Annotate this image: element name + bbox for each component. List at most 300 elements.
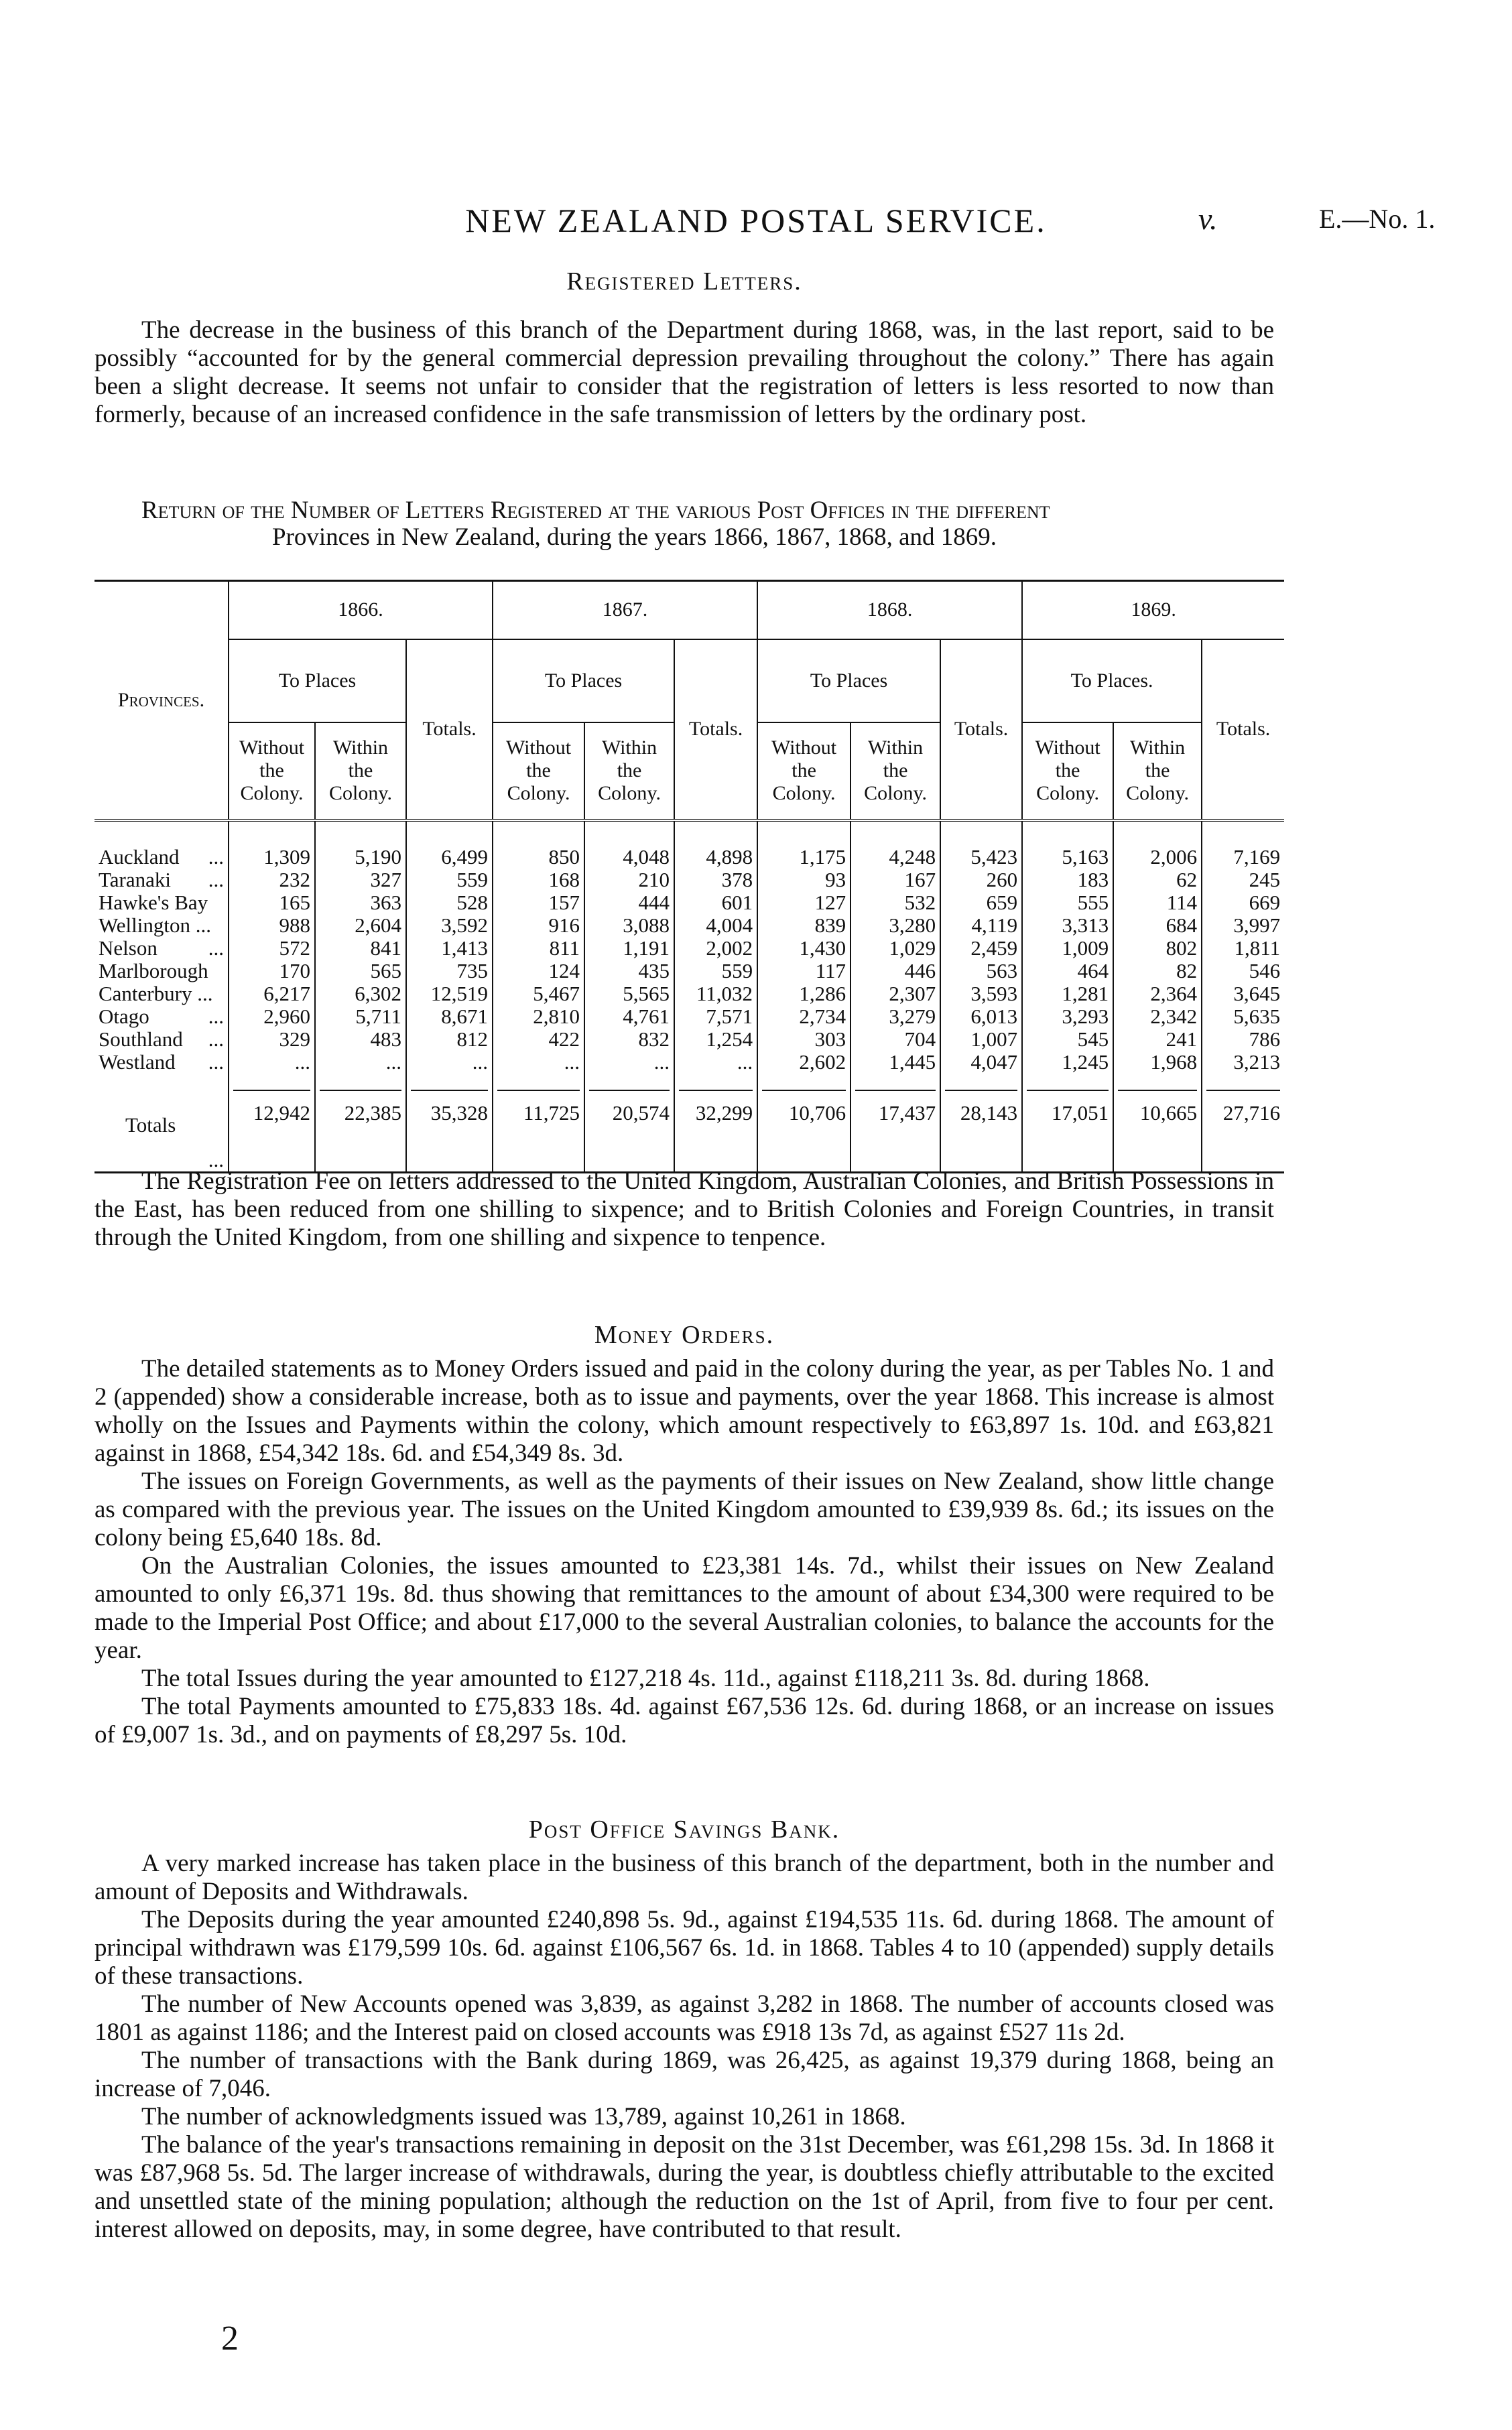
totals-header: Totals. bbox=[674, 639, 757, 820]
cell-value: 303 bbox=[814, 1027, 846, 1051]
cell-value: 8,671 bbox=[441, 1004, 489, 1028]
value-cell bbox=[584, 937, 674, 960]
cell-value: 988 bbox=[279, 913, 310, 937]
cell-value: 5,423 bbox=[970, 844, 1018, 869]
cell-value: 5,565 bbox=[623, 981, 670, 1005]
cell-value: 565 bbox=[370, 958, 401, 982]
value-cell bbox=[674, 982, 757, 1005]
leader-dots: ... bbox=[208, 844, 224, 869]
cell-value: 3,213 bbox=[1233, 1049, 1281, 1074]
paragraph: The Deposits during the year amounted £240,898 5s. 9d., against £194,535 11s. 6d. during 1868. The amount of principal withdrawn was £179,599 10s. 6d. against £106,567 6s. 1d. in 1868. Tables 4 to 10 (appended) supply details of these transactions. bbox=[94, 1906, 1274, 1990]
paragraph: The number of New Accounts opened was 3,839, as against 3,282 in 1868. The number of accounts closed was 1801 as against 1186; and the Interest paid on closed accounts was £918 13s 7d, as against £527 11s 2d. bbox=[94, 1990, 1274, 2046]
value-cell bbox=[674, 846, 757, 869]
cell-value: 811 bbox=[549, 936, 580, 960]
value-cell bbox=[406, 846, 493, 869]
paragraph: The number of transactions with the Bank during 1869, was 26,425, as against 19,379 during 1868, being an increase of 7,046. bbox=[94, 2047, 1274, 2102]
value-cell bbox=[757, 914, 850, 937]
cell-value: 483 bbox=[370, 1027, 401, 1051]
spacer-cell bbox=[1113, 820, 1202, 846]
cell-value: 167 bbox=[904, 867, 936, 891]
value-cell bbox=[229, 1028, 315, 1051]
province-name: Nelson bbox=[99, 936, 158, 960]
value-cell bbox=[493, 1005, 584, 1028]
totals-header: Totals. bbox=[406, 639, 493, 820]
value-cell bbox=[674, 891, 757, 914]
cell-value: 10,706 bbox=[762, 1090, 846, 1125]
cell-value: 684 bbox=[1166, 913, 1198, 937]
money-orders-text bbox=[94, 1355, 1274, 1749]
cell-value: 32,299 bbox=[679, 1090, 753, 1125]
value-cell bbox=[850, 982, 940, 1005]
cell-value: 5,190 bbox=[355, 844, 401, 869]
cell-value: 601 bbox=[721, 890, 753, 914]
value-cell bbox=[493, 1074, 584, 1173]
value-cell bbox=[493, 1051, 584, 1074]
value-cell bbox=[406, 1028, 493, 1051]
value-cell bbox=[1022, 869, 1113, 891]
cell-value: 4,119 bbox=[971, 913, 1018, 937]
value-cell bbox=[940, 914, 1022, 937]
table-row bbox=[94, 960, 1284, 982]
value-cell bbox=[315, 982, 406, 1005]
value-cell bbox=[757, 960, 850, 982]
value-cell bbox=[1202, 891, 1284, 914]
value-cell bbox=[229, 937, 315, 960]
cell-value: 735 bbox=[456, 958, 489, 982]
cell-value: 170 bbox=[279, 958, 310, 982]
paragraph: On the Australian Colonies, the issues amounted to £23,381 14s. 7d., whilst their issues on New Zealand amounted to only £6,371 19s. 8d. thus showing that remittances to the amount of about £34,300 were required to be made to the Imperial Post Office; and about £17,000 to the several Australian colonies, to balance the accounts for the year. bbox=[94, 1552, 1274, 1664]
table-row bbox=[94, 1051, 1284, 1074]
spacer-cell bbox=[850, 820, 940, 846]
value-cell bbox=[674, 869, 757, 891]
table-caption bbox=[94, 497, 1274, 551]
value-cell bbox=[1113, 1005, 1202, 1028]
year-header: 1867. bbox=[493, 581, 757, 639]
province-name: Canterbury ... bbox=[99, 981, 213, 1005]
cell-value: 832 bbox=[638, 1027, 670, 1051]
cell-value: 2,604 bbox=[355, 913, 401, 937]
value-cell bbox=[1202, 937, 1284, 960]
value-cell bbox=[1202, 869, 1284, 891]
value-cell bbox=[315, 846, 406, 869]
cell-value: 1,191 bbox=[623, 936, 670, 960]
province-name: Otago bbox=[99, 1004, 149, 1028]
value-cell bbox=[674, 1051, 757, 1074]
value-cell bbox=[1202, 1028, 1284, 1051]
cell-value: 802 bbox=[1166, 936, 1198, 960]
cell-value: 559 bbox=[456, 867, 489, 891]
value-cell bbox=[674, 960, 757, 982]
table-row bbox=[94, 891, 1284, 914]
without-colony-header: Without the Colony. bbox=[757, 722, 850, 820]
cell-value: 12,942 bbox=[233, 1090, 310, 1125]
table-row bbox=[94, 846, 1284, 869]
value-cell bbox=[1022, 914, 1113, 937]
value-cell bbox=[493, 960, 584, 982]
value-cell bbox=[757, 1074, 850, 1173]
value-cell bbox=[1113, 1028, 1202, 1051]
spacer-cell bbox=[1022, 820, 1113, 846]
value-cell bbox=[584, 1074, 674, 1173]
cell-value: 464 bbox=[1077, 958, 1109, 982]
cell-value: 446 bbox=[904, 958, 936, 982]
savings-bank-text bbox=[94, 1850, 1274, 2244]
cell-value: 4,761 bbox=[623, 1004, 670, 1028]
value-cell bbox=[1113, 869, 1202, 891]
value-cell bbox=[757, 1051, 850, 1074]
cell-value: 7,169 bbox=[1233, 844, 1281, 869]
value-cell bbox=[406, 1074, 493, 1173]
value-cell bbox=[229, 869, 315, 891]
section-heading-savings-bank: Post Office Savings Bank. bbox=[528, 1815, 840, 1844]
value-cell bbox=[584, 914, 674, 937]
year-header: 1866. bbox=[229, 581, 493, 639]
cell-value: 555 bbox=[1077, 890, 1109, 914]
cell-value: 3,645 bbox=[1233, 981, 1281, 1005]
page-number: 2 bbox=[221, 2319, 239, 2358]
value-cell bbox=[584, 846, 674, 869]
cell-value: 4,047 bbox=[970, 1049, 1018, 1074]
cell-value: 1,413 bbox=[441, 936, 489, 960]
cell-value: 2,734 bbox=[799, 1004, 846, 1028]
cell-value: 2,810 bbox=[533, 1004, 580, 1028]
document-reference: E.—No. 1. bbox=[1319, 204, 1436, 234]
cell-value: 2,342 bbox=[1150, 1004, 1198, 1028]
spacer-cell bbox=[1202, 820, 1284, 846]
spacer-cell bbox=[584, 820, 674, 846]
cell-value: 1,254 bbox=[706, 1027, 753, 1051]
section-heading-registered-letters: Registered Letters. bbox=[566, 267, 802, 296]
value-cell bbox=[493, 982, 584, 1005]
cell-value: 532 bbox=[904, 890, 936, 914]
to-places-header: To Places bbox=[493, 639, 674, 722]
value-cell bbox=[850, 960, 940, 982]
value-cell bbox=[940, 982, 1022, 1005]
registered-letters-paragraph bbox=[94, 316, 1274, 429]
table-row bbox=[94, 914, 1284, 937]
cell-value: 528 bbox=[456, 890, 489, 914]
value-cell bbox=[493, 891, 584, 914]
cell-value: 5,467 bbox=[533, 981, 580, 1005]
value-cell bbox=[940, 937, 1022, 960]
value-cell bbox=[1022, 1074, 1113, 1173]
cell-value: 17,051 bbox=[1027, 1090, 1109, 1125]
value-cell bbox=[1202, 914, 1284, 937]
without-colony-header: Without the Colony. bbox=[1022, 722, 1113, 820]
cell-value: 812 bbox=[456, 1027, 489, 1051]
cell-value: 1,029 bbox=[889, 936, 936, 960]
cell-value: 245 bbox=[1249, 867, 1281, 891]
value-cell bbox=[757, 846, 850, 869]
without-colony-header: Without the Colony. bbox=[493, 722, 584, 820]
leader-dots: ... bbox=[208, 867, 224, 891]
paragraph: The total Issues during the year amounted to £127,218 4s. 11d., against £118,211 3s. 8d. during 1868. bbox=[141, 1665, 1150, 1692]
value-cell bbox=[1113, 1074, 1202, 1173]
cell-value: ... bbox=[294, 1049, 310, 1074]
cell-value: 559 bbox=[721, 958, 753, 982]
value-cell bbox=[1022, 982, 1113, 1005]
cell-value: 5,635 bbox=[1233, 1004, 1281, 1028]
value-cell bbox=[850, 891, 940, 914]
cell-value: 3,313 bbox=[1062, 913, 1109, 937]
cell-value: 916 bbox=[548, 913, 580, 937]
value-cell bbox=[406, 1005, 493, 1028]
leader-dots: ... bbox=[208, 1147, 224, 1171]
cell-value: 6,013 bbox=[970, 1004, 1018, 1028]
cell-value: 4,248 bbox=[889, 844, 936, 869]
cell-value: 35,328 bbox=[411, 1090, 488, 1125]
value-cell bbox=[1022, 891, 1113, 914]
cell-value: 7,571 bbox=[706, 1004, 753, 1028]
cell-value: 11,032 bbox=[696, 981, 753, 1005]
paragraph: The number of acknowledgments issued was 13,789, against 10,261 in 1868. bbox=[141, 2103, 906, 2130]
value-cell bbox=[584, 1051, 674, 1074]
value-cell bbox=[757, 937, 850, 960]
cell-value: 444 bbox=[638, 890, 670, 914]
leader-dots: ... bbox=[208, 1027, 224, 1051]
value-cell bbox=[850, 937, 940, 960]
value-cell bbox=[1202, 1051, 1284, 1074]
registered-letters-table bbox=[94, 580, 1284, 1173]
value-cell bbox=[1202, 846, 1284, 869]
without-colony-header: Without the Colony. bbox=[229, 722, 315, 820]
spacer-cell bbox=[674, 820, 757, 846]
cell-value: 3,088 bbox=[623, 913, 670, 937]
to-places-header: To Places. bbox=[1022, 639, 1202, 722]
paragraph: The total Payments amounted to £75,833 18s. 4d. against £67,536 12s. 6d. during 1868, or an increase on issues of £9,007 1s. 3d., and on payments of £8,297 5s. 10d. bbox=[94, 1693, 1274, 1748]
cell-value: 1,811 bbox=[1234, 936, 1281, 960]
province-name: Westland bbox=[99, 1049, 176, 1074]
province-name: Southland bbox=[99, 1027, 183, 1051]
spacer-cell bbox=[493, 820, 584, 846]
provinces-header: Provinces. bbox=[94, 581, 229, 820]
cell-value: 27,716 bbox=[1206, 1090, 1280, 1125]
value-cell bbox=[1022, 1005, 1113, 1028]
value-cell bbox=[674, 937, 757, 960]
page-title: NEW ZEALAND POSTAL SERVICE. bbox=[465, 202, 1047, 239]
value-cell bbox=[406, 891, 493, 914]
value-cell bbox=[850, 1028, 940, 1051]
cell-value: 93 bbox=[825, 867, 846, 891]
cell-value: 5,711 bbox=[355, 1004, 401, 1028]
leader-dots: ... bbox=[208, 936, 224, 960]
value-cell bbox=[1202, 1005, 1284, 1028]
cell-value: 260 bbox=[986, 867, 1018, 891]
value-cell bbox=[757, 1028, 850, 1051]
value-cell bbox=[940, 1074, 1022, 1173]
table-row bbox=[94, 982, 1284, 1005]
value-cell bbox=[1113, 914, 1202, 937]
cell-value: 545 bbox=[1077, 1027, 1109, 1051]
value-cell bbox=[940, 960, 1022, 982]
spacer-cell bbox=[406, 820, 493, 846]
paragraph: The detailed statements as to Money Orders issued and paid in the colony during the year, as per Tables No. 1 and 2 (appended) show a considerable increase, both as to issue and payments, over the year 1868. This increase is almost wholly on the Issues and Payments within the colony, which amount respectively to £63,897 1s. 10d. and £63,821 against in 1868, £54,342 18s. 6d. and £54,349 8s. 3d. bbox=[94, 1355, 1274, 1467]
cell-value: 157 bbox=[548, 890, 580, 914]
year-header: 1868. bbox=[757, 581, 1022, 639]
cell-value: 363 bbox=[370, 890, 401, 914]
value-cell bbox=[229, 914, 315, 937]
cell-value: 165 bbox=[279, 890, 310, 914]
cell-value: ... bbox=[472, 1049, 489, 1074]
value-cell bbox=[229, 846, 315, 869]
paragraph: The decrease in the business of this branch of the Department during 1868, was, in the last report, said to be possibly “accounted for by the general commercial depression prevailing throughout the colony.” There has again been a slight decrease. It seems not unfair to consider that the registration of letters is less resorted to now than formerly, because of an increased confidence in the safe transmission of letters by the ordinary post. bbox=[94, 316, 1274, 428]
cell-value: 422 bbox=[548, 1027, 580, 1051]
value-cell bbox=[940, 1051, 1022, 1074]
value-cell bbox=[315, 1051, 406, 1074]
cell-value: 2,602 bbox=[799, 1049, 846, 1074]
cell-value: ... bbox=[737, 1049, 753, 1074]
cell-value: 22,385 bbox=[320, 1090, 401, 1125]
spacer-cell bbox=[940, 820, 1022, 846]
cell-value: 1,245 bbox=[1062, 1049, 1109, 1074]
cell-value: 62 bbox=[1176, 867, 1198, 891]
cell-value: 659 bbox=[986, 890, 1018, 914]
value-cell bbox=[584, 1005, 674, 1028]
cell-value: 117 bbox=[815, 958, 846, 982]
cell-value: 1,445 bbox=[889, 1049, 936, 1074]
value-cell bbox=[757, 869, 850, 891]
cell-value: 704 bbox=[904, 1027, 936, 1051]
cell-value: 4,004 bbox=[706, 913, 753, 937]
year-header: 1869. bbox=[1022, 581, 1284, 639]
cell-value: 241 bbox=[1166, 1027, 1198, 1051]
cell-value: ... bbox=[653, 1049, 670, 1074]
cell-value: 127 bbox=[814, 890, 846, 914]
province-name: Hawke's Bay bbox=[99, 890, 208, 914]
paragraph: The balance of the year's transactions remaining in deposit on the 31st December, was £61,298 15s. 3d. In 1868 it was £87,968 5s. 5d. The larger increase of withdrawals, during the year, is doubtless chiefly attributable to the excited and unsettled state of the mining population; although the reduction on the 1st of April, from five to four per cent. interest allowed on deposits, may, in some degree, have contributed to that result. bbox=[94, 2131, 1274, 2243]
value-cell bbox=[406, 982, 493, 1005]
value-cell bbox=[1022, 1051, 1113, 1074]
cell-value: 572 bbox=[279, 936, 310, 960]
value-cell bbox=[584, 960, 674, 982]
spacer-cell bbox=[757, 820, 850, 846]
cell-value: 2,364 bbox=[1150, 981, 1198, 1005]
cell-value: 3,279 bbox=[889, 1004, 936, 1028]
value-cell bbox=[850, 1074, 940, 1173]
value-cell bbox=[315, 891, 406, 914]
section-heading-money-orders: Money Orders. bbox=[594, 1321, 775, 1349]
cell-value: 17,437 bbox=[855, 1090, 936, 1125]
value-cell bbox=[1022, 1028, 1113, 1051]
cell-value: 1,309 bbox=[263, 844, 310, 869]
caption-line: Provinces in New Zealand, during the years 1866, 1867, 1868, and 1869. bbox=[272, 523, 997, 551]
value-cell bbox=[315, 914, 406, 937]
value-cell bbox=[757, 891, 850, 914]
cell-value: 1,430 bbox=[799, 936, 846, 960]
cell-value: 210 bbox=[638, 867, 670, 891]
value-cell bbox=[1113, 891, 1202, 914]
value-cell bbox=[674, 1074, 757, 1173]
value-cell bbox=[315, 1005, 406, 1028]
value-cell bbox=[406, 960, 493, 982]
table-row bbox=[94, 937, 1284, 960]
value-cell bbox=[940, 846, 1022, 869]
cell-value: 232 bbox=[279, 867, 310, 891]
value-cell bbox=[315, 960, 406, 982]
value-cell bbox=[493, 914, 584, 937]
cell-value: 329 bbox=[279, 1027, 310, 1051]
value-cell bbox=[229, 982, 315, 1005]
cell-value: 2,960 bbox=[263, 1004, 310, 1028]
value-cell bbox=[1113, 1051, 1202, 1074]
value-cell bbox=[940, 891, 1022, 914]
totals-row bbox=[94, 1074, 1284, 1173]
spacer-cell bbox=[315, 820, 406, 846]
value-cell bbox=[1113, 982, 1202, 1005]
cell-value: 4,898 bbox=[706, 844, 753, 869]
cell-value: ... bbox=[564, 1049, 580, 1074]
value-cell bbox=[493, 1028, 584, 1051]
value-cell bbox=[315, 1028, 406, 1051]
value-cell bbox=[229, 1074, 315, 1173]
cell-value: 4,048 bbox=[623, 844, 670, 869]
value-cell bbox=[850, 846, 940, 869]
cell-value: 563 bbox=[986, 958, 1018, 982]
value-cell bbox=[1022, 937, 1113, 960]
paragraph: A very marked increase has taken place in the business of this branch of the department, both in the number and amount of Deposits and Withdrawals. bbox=[94, 1850, 1274, 1905]
value-cell bbox=[584, 1028, 674, 1051]
cell-value: 124 bbox=[548, 958, 580, 982]
cell-value: 546 bbox=[1249, 958, 1281, 982]
cell-value: 850 bbox=[548, 844, 580, 869]
value-cell bbox=[315, 1074, 406, 1173]
page-roman-number: v. bbox=[1198, 202, 1218, 236]
value-cell bbox=[406, 1051, 493, 1074]
value-cell bbox=[406, 914, 493, 937]
table-row bbox=[94, 869, 1284, 891]
cell-value: 1,968 bbox=[1150, 1049, 1198, 1074]
value-cell bbox=[757, 982, 850, 1005]
value-cell bbox=[406, 869, 493, 891]
leader-dots: ... bbox=[208, 1004, 224, 1028]
cell-value: 839 bbox=[814, 913, 846, 937]
cell-value: 786 bbox=[1249, 1027, 1281, 1051]
within-colony-header: Within the Colony. bbox=[584, 722, 674, 820]
value-cell bbox=[1113, 960, 1202, 982]
table-row bbox=[94, 1005, 1284, 1028]
value-cell bbox=[940, 1005, 1022, 1028]
cell-value: 5,163 bbox=[1062, 844, 1109, 869]
cell-value: 168 bbox=[548, 867, 580, 891]
cell-value: 3,280 bbox=[889, 913, 936, 937]
value-cell bbox=[1202, 982, 1284, 1005]
value-cell bbox=[850, 1051, 940, 1074]
cell-value: 82 bbox=[1176, 958, 1198, 982]
value-cell bbox=[584, 891, 674, 914]
value-cell bbox=[940, 1028, 1022, 1051]
registration-fee-paragraph bbox=[94, 1167, 1274, 1252]
cell-value: 183 bbox=[1077, 867, 1109, 891]
cell-value: 6,217 bbox=[263, 981, 310, 1005]
cell-value: 378 bbox=[721, 867, 753, 891]
value-cell bbox=[229, 960, 315, 982]
value-cell bbox=[229, 1051, 315, 1074]
value-cell bbox=[757, 1005, 850, 1028]
province-name: Auckland bbox=[99, 844, 180, 869]
value-cell bbox=[229, 891, 315, 914]
paragraph: The Registration Fee on letters addressed to the United Kingdom, Australian Colonies, and British Possessions in the East, has been reduced from one shilling to sixpence; and to British Colonies and Foreign Countries, in transit through the United Kingdom, from one shilling and sixpence to tenpence. bbox=[94, 1167, 1274, 1251]
value-cell bbox=[493, 869, 584, 891]
cell-value: 2,459 bbox=[970, 936, 1018, 960]
value-cell bbox=[584, 869, 674, 891]
value-cell bbox=[493, 846, 584, 869]
value-cell bbox=[674, 1005, 757, 1028]
cell-value: ... bbox=[385, 1049, 401, 1074]
paragraph: The issues on Foreign Governments, as well as the payments of their issues on New Zealand, show little change as compared with the previous year. The issues on the United Kingdom amounted to £39,939 8s. 6d.; its issues on the colony being £5,640 18s. 8d. bbox=[94, 1468, 1274, 1551]
value-cell bbox=[315, 937, 406, 960]
province-name: Marlborough bbox=[99, 958, 208, 982]
province-name: Taranaki bbox=[99, 867, 171, 891]
